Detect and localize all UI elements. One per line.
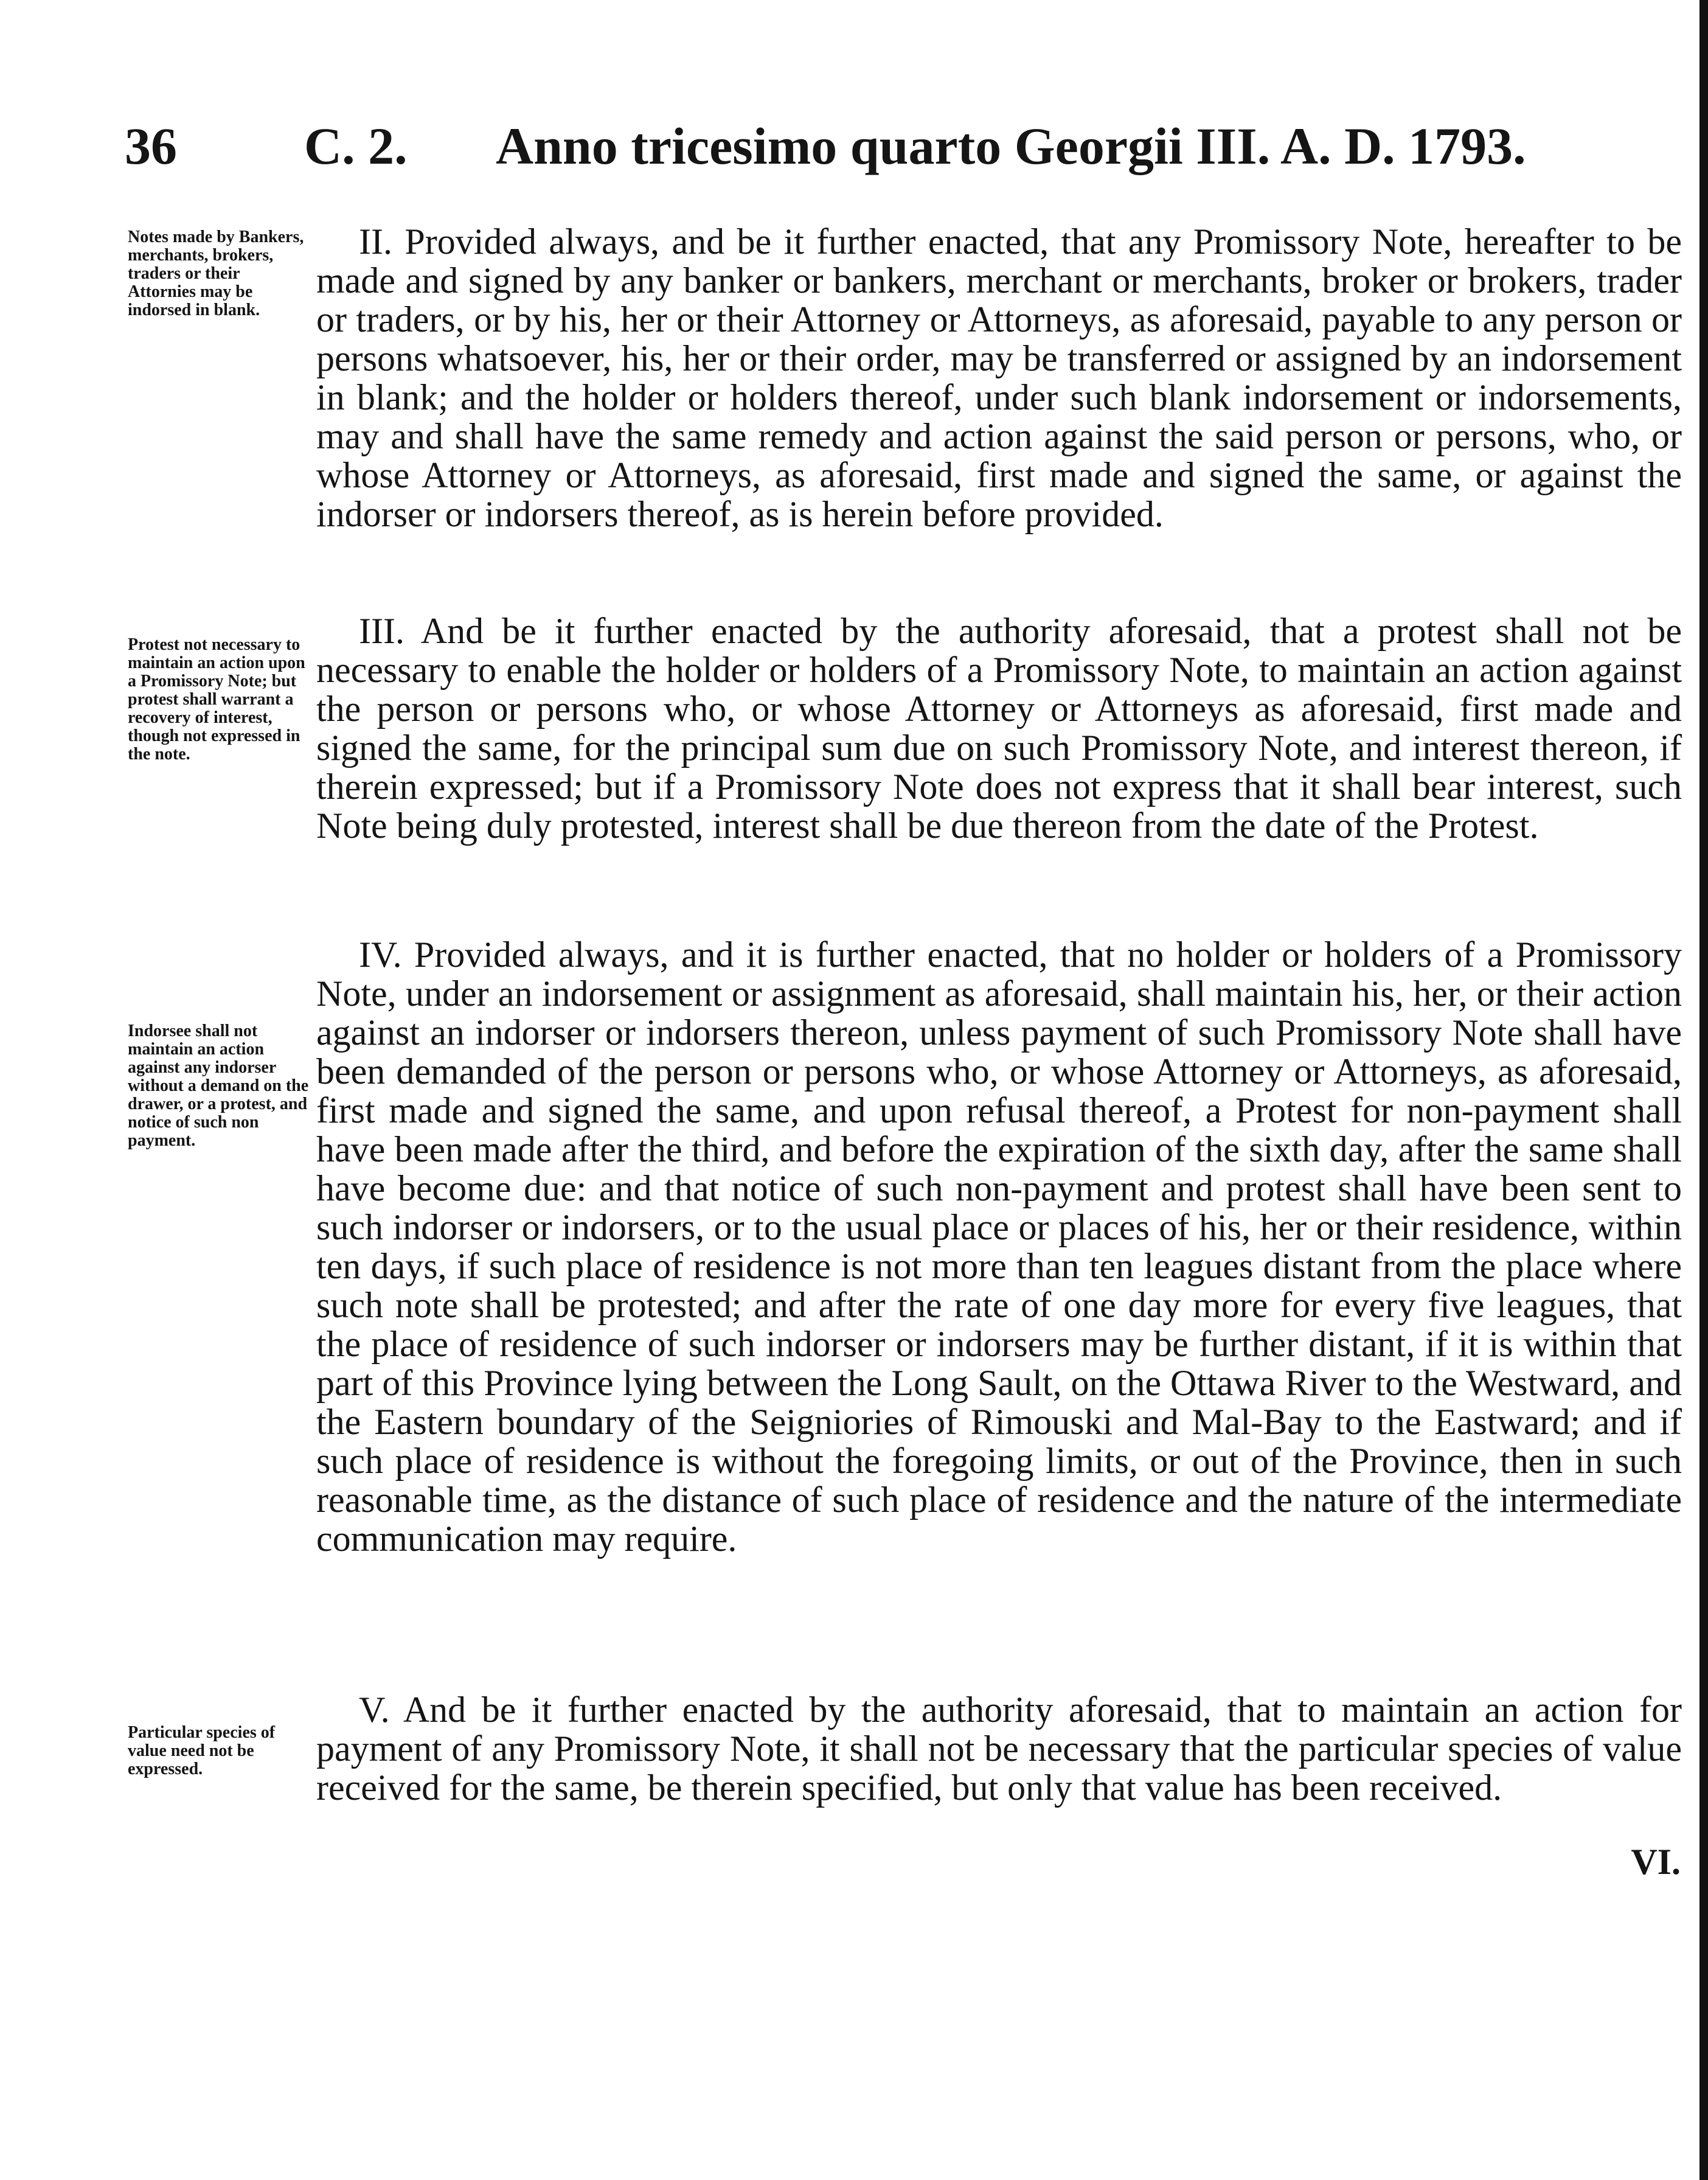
marginal-note: Indorsee shall not maintain an action against any indorser without a demand on the drawer, or a protest, and notice of such non payment. [128,1022,309,1150]
running-title: Anno tricesimo quarto Georgii III. A. D. 1793. [496,117,1526,175]
section-text: V. And be it further enacted by the authority aforesaid, that to maintain an action for payment of any Promissory Note, it shall not be necessary that the particular species of value received for the same, be therein specified, but only that value has been received. [316,1690,1682,1808]
section-text: III. And be it further enacted by the authority aforesaid, that a protest shall not be necessary to enable the holder or holders of a Promissory Note, to maintain an action against the person or persons who, or whose Attorney or Attorneys as aforesaid, first made and signed the same, for the principal sum due on such Promissory Note, and interest thereon, if therein expressed; but if a Promissory Note does not express that it shall bear interest, such Note being duly protested, interest shall be due thereon from the date of the Protest. [316,611,1682,846]
page-header [125,110,1670,183]
section-v [0,1690,1708,1854]
marginal-note: Particular species of value need not be expressed. [128,1723,276,1778]
marginal-note: Notes made by Bankers, merchants, brokers, traders or their Attornies may be indorsed in blank. [128,228,304,319]
section-ii [0,222,1708,581]
section-iv [0,935,1708,1659]
catchword: VI. [1631,1842,1681,1882]
page-number: 36 [125,117,177,175]
section-text: IV. Provided always, and it is further enacted, that no holder or holders of a Promissory Note, under an indorsement or assignment as aforesaid, shall maintain his, her, or their action against an indorser or indorsers thereon, unless payment of such Promissory Note shall have been demanded of the person or persons who, or whose Attorney or Attorneys, as aforesaid, first made and signed the same, and upon refusal thereof, a Protest for non-payment shall have been made after the third, and before the expiration of the sixth day, after the same shall have become due: and that notice of such non-payment and protest shall have been sent to such indorser or indorsers, or to the usual place or places of his, her or their residence, within ten days, if such place of residence is not more than ten leagues distant from the place where such note shall be protested; and after the rate of one day more for every five leagues, that the place of residence of such indorser or indorsers may be further distant, if it is within that part of this Province lying between the Long Sault, on the Ottawa River to the Westward, and the Eastern boundary of the Seigniories of Rimouski and Mal-Bay to the Eastward; and if such place of residence is without the foregoing limits, or out of the Province, then in such reasonable time, as the distance of such place of residence and the nature of the intermediate communication may require. [316,935,1682,1559]
marginal-note: Protest not necessary to maintain an action upon a Promissory Note; but protest shall warrant a recovery of interest, though not expressed in the note. [128,635,305,764]
chapter-label: C. 2. [304,117,408,175]
section-text: II. Provided always, and be it further enacted, that any Promissory Note, hereafter to be made and signed by any banker or bankers, merchant or merchants, broker or brokers, trader or traders, or by his, her or their Attorney or Attorneys, as aforesaid, payable to any person or persons whatsoever, his, her or their order, may be transferred or assigned by an indorsement in blank; and the holder or holders thereof, under such blank indorsement or indorsements, may and shall have the same remedy and action against the said person or persons, who, or whose Attorney or Attorneys, as aforesaid, first made and signed the same, or against the indorser or indorsers thereof, as is herein before provided. [316,221,1682,534]
section-iii [0,611,1708,922]
